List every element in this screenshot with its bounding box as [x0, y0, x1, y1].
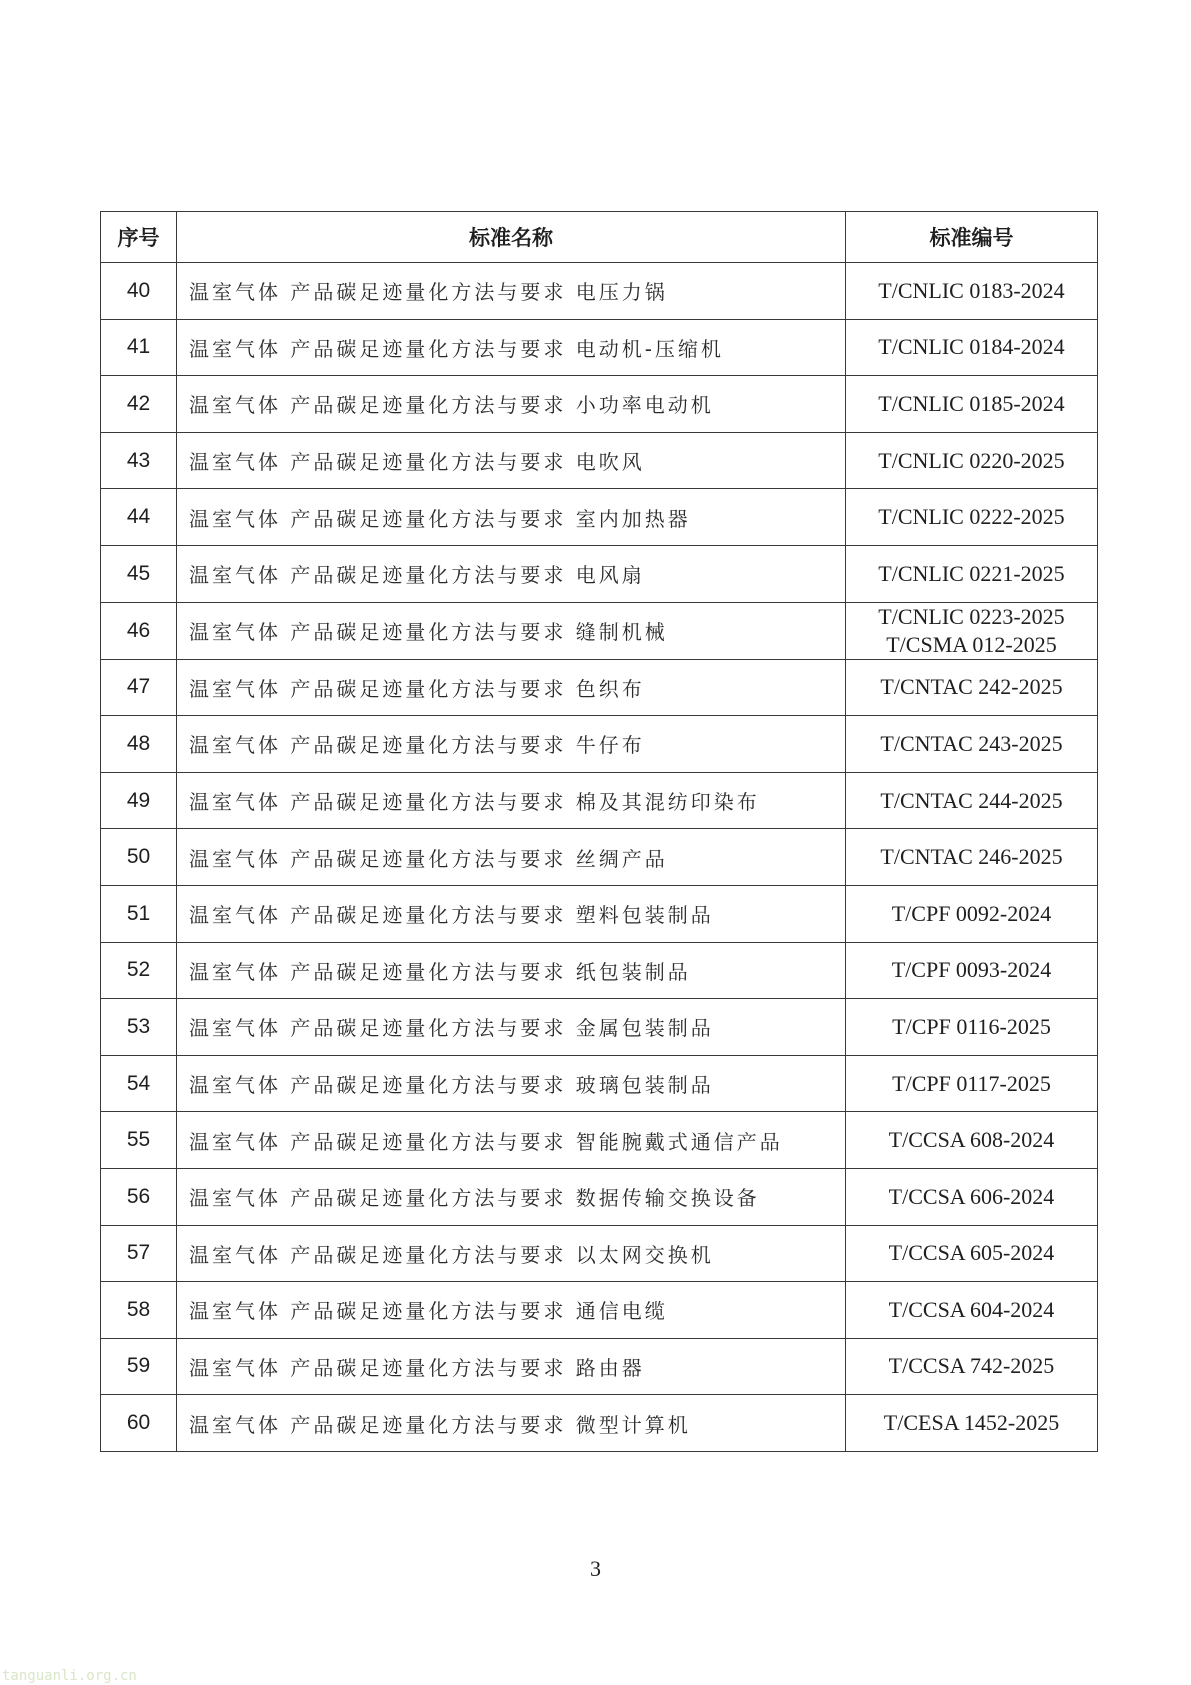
table-row [101, 885, 1098, 942]
row-index: 53 [101, 999, 177, 1056]
standard-code: T/CNLIC 0223-2025 [878, 603, 1065, 629]
standard-code-cell [846, 885, 1098, 942]
standard-code: T/CCSA 606-2024 [888, 1183, 1055, 1209]
standard-name: 温室气体 产品碳足迹量化方法与要求 电吹风 [177, 432, 846, 489]
table-header-row [101, 212, 1098, 263]
standard-name: 温室气体 产品碳足迹量化方法与要求 玻璃包装制品 [177, 1055, 846, 1112]
table-row [101, 545, 1098, 602]
standard-name: 温室气体 产品碳足迹量化方法与要求 室内加热器 [177, 489, 846, 546]
standard-name: 温室气体 产品碳足迹量化方法与要求 电风扇 [177, 545, 846, 602]
standard-code: T/CNTAC 242-2025 [880, 674, 1063, 700]
table-row [101, 1055, 1098, 1112]
standard-code-cell [846, 1395, 1098, 1452]
row-index: 44 [101, 489, 177, 546]
standard-name: 温室气体 产品碳足迹量化方法与要求 金属包装制品 [177, 999, 846, 1056]
standards-table [100, 211, 1098, 1452]
standard-code-cell [846, 999, 1098, 1056]
standard-code-cell [846, 942, 1098, 999]
standard-code-cell [846, 489, 1098, 546]
standard-name: 温室气体 产品碳足迹量化方法与要求 电动机-压缩机 [177, 319, 846, 376]
standard-code: T/CPF 0117-2025 [892, 1070, 1051, 1096]
standard-code: T/CSMA 012-2025 [886, 631, 1057, 657]
standard-name: 温室气体 产品碳足迹量化方法与要求 纸包装制品 [177, 942, 846, 999]
row-index: 48 [101, 716, 177, 773]
row-index: 55 [101, 1112, 177, 1169]
row-index: 54 [101, 1055, 177, 1112]
row-index: 47 [101, 659, 177, 716]
standard-code: T/CPF 0092-2024 [891, 900, 1052, 926]
standard-code: T/CNTAC 246-2025 [880, 844, 1063, 870]
standard-code: T/CCSA 605-2024 [888, 1240, 1055, 1266]
row-index: 59 [101, 1338, 177, 1395]
table-row [101, 1168, 1098, 1225]
table-row [101, 772, 1098, 829]
row-index: 49 [101, 772, 177, 829]
standard-name: 温室气体 产品碳足迹量化方法与要求 电压力锅 [177, 263, 846, 320]
standard-code: T/CNLIC 0183-2024 [878, 277, 1065, 303]
watermark: tanguanli.org.cn [2, 1668, 137, 1684]
row-index: 57 [101, 1225, 177, 1282]
standard-name: 温室气体 产品碳足迹量化方法与要求 数据传输交换设备 [177, 1168, 846, 1225]
standard-name: 温室气体 产品碳足迹量化方法与要求 塑料包装制品 [177, 885, 846, 942]
table-row [101, 1338, 1098, 1395]
row-index: 41 [101, 319, 177, 376]
standard-code: T/CNLIC 0222-2025 [878, 504, 1065, 530]
standard-code-cell [846, 1282, 1098, 1339]
row-index: 51 [101, 885, 177, 942]
standard-name: 温室气体 产品碳足迹量化方法与要求 缝制机械 [177, 602, 846, 659]
header-name: 标准名称 [177, 212, 846, 263]
row-index: 45 [101, 545, 177, 602]
table-row [101, 602, 1098, 659]
standard-code-cell [846, 602, 1098, 659]
standard-code-cell [846, 376, 1098, 433]
standard-code: T/CCSA 742-2025 [888, 1353, 1055, 1379]
standard-code: T/CPF 0116-2025 [892, 1013, 1051, 1039]
standard-code: T/CCSA 608-2024 [888, 1127, 1055, 1153]
standard-name: 温室气体 产品碳足迹量化方法与要求 智能腕戴式通信产品 [177, 1112, 846, 1169]
table-row [101, 489, 1098, 546]
table-row [101, 376, 1098, 433]
standard-code: T/CNLIC 0221-2025 [878, 560, 1065, 586]
standard-code-cell [846, 772, 1098, 829]
standard-name: 温室气体 产品碳足迹量化方法与要求 微型计算机 [177, 1395, 846, 1452]
row-index: 43 [101, 432, 177, 489]
table-row [101, 659, 1098, 716]
row-index: 42 [101, 376, 177, 433]
table-row [101, 999, 1098, 1056]
standard-code-cell [846, 1225, 1098, 1282]
row-index: 46 [101, 602, 177, 659]
table-row [101, 942, 1098, 999]
table-row [101, 319, 1098, 376]
standard-code: T/CCSA 604-2024 [888, 1296, 1055, 1322]
standard-name: 温室气体 产品碳足迹量化方法与要求 棉及其混纺印染布 [177, 772, 846, 829]
row-index: 52 [101, 942, 177, 999]
page-number: 3 [590, 1556, 601, 1581]
standard-name: 温室气体 产品碳足迹量化方法与要求 路由器 [177, 1338, 846, 1395]
row-index: 60 [101, 1395, 177, 1452]
standard-code: T/CNTAC 244-2025 [880, 787, 1063, 813]
table-row [101, 1395, 1098, 1452]
table-row [101, 432, 1098, 489]
table-body [101, 263, 1098, 1452]
standard-code-cell [846, 1338, 1098, 1395]
row-index: 40 [101, 263, 177, 320]
standard-code: T/CNLIC 0220-2025 [878, 447, 1065, 473]
standard-code: T/CNLIC 0185-2024 [878, 390, 1065, 416]
header-code: 标准编号 [846, 212, 1098, 263]
standard-code-cell [846, 829, 1098, 886]
standard-name: 温室气体 产品碳足迹量化方法与要求 以太网交换机 [177, 1225, 846, 1282]
standard-name: 温室气体 产品碳足迹量化方法与要求 牛仔布 [177, 716, 846, 773]
standard-code-cell [846, 1112, 1098, 1169]
table-row [101, 263, 1098, 320]
standard-code: T/CPF 0093-2024 [891, 957, 1052, 983]
header-index: 序号 [101, 212, 177, 263]
standard-code: T/CNTAC 243-2025 [880, 730, 1063, 756]
table-row [101, 829, 1098, 886]
standard-code-cell [846, 319, 1098, 376]
row-index: 56 [101, 1168, 177, 1225]
standard-code-cell [846, 716, 1098, 773]
standard-code: T/CESA 1452-2025 [883, 1410, 1060, 1436]
table-row [101, 1225, 1098, 1282]
row-index: 58 [101, 1282, 177, 1339]
standard-name: 温室气体 产品碳足迹量化方法与要求 通信电缆 [177, 1282, 846, 1339]
standard-name: 温室气体 产品碳足迹量化方法与要求 丝绸产品 [177, 829, 846, 886]
standard-name: 温室气体 产品碳足迹量化方法与要求 色织布 [177, 659, 846, 716]
standard-code-cell [846, 432, 1098, 489]
row-index: 50 [101, 829, 177, 886]
standard-code-cell [846, 545, 1098, 602]
standard-code-cell [846, 659, 1098, 716]
table-row [101, 1112, 1098, 1169]
standard-code-cell [846, 1168, 1098, 1225]
standard-name: 温室气体 产品碳足迹量化方法与要求 小功率电动机 [177, 376, 846, 433]
table-row [101, 716, 1098, 773]
standard-code-cell [846, 1055, 1098, 1112]
standard-code-cell [846, 263, 1098, 320]
standard-code: T/CNLIC 0184-2024 [878, 334, 1065, 360]
table-row [101, 1282, 1098, 1339]
